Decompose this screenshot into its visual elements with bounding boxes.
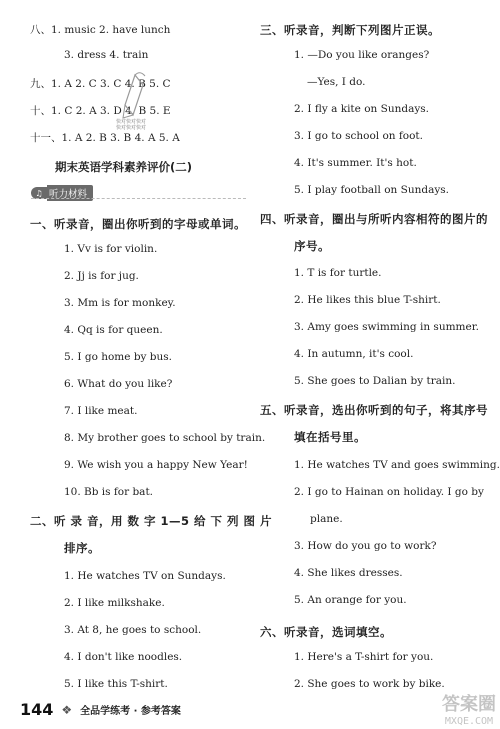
sec5-item: 5. An orange for you. <box>294 594 407 606</box>
overlay-text-2: 快对快对快对 <box>116 125 147 131</box>
page-footer <box>20 700 181 719</box>
sec6-item: 1. Here's a T-shirt for you. <box>294 651 434 663</box>
site-watermark: 答案圈 MXQE.COM <box>442 694 496 727</box>
sec1-item: 9. We wish you a happy New Year! <box>64 459 248 471</box>
sec1-item: 5. I go home by bus. <box>64 351 173 363</box>
badge-divider <box>31 198 246 199</box>
sec4-item: 2. He likes this blue T-shirt. <box>294 294 441 306</box>
pencil-sketch-icon <box>115 70 155 130</box>
section-4-title-line2: 序号。 <box>294 239 330 253</box>
sec6-item: 2. She goes to work by bike. <box>294 678 445 690</box>
sec1-item: 2. Jj is for jug. <box>64 270 139 282</box>
sec1-item: 8. My brother goes to school by train. <box>64 432 266 444</box>
sec1-item: 6. What do you like? <box>64 378 173 390</box>
section-3-title: 三、听录音，判断下列图片正误。 <box>260 23 440 37</box>
section-5-title-line1: 五、听录音，选出你听到的句子，将其序号 <box>260 403 488 417</box>
sec3-item: 2. I fly a kite on Sundays. <box>294 103 429 115</box>
brand-label: 全品学练考 · 参考答案 <box>80 706 181 717</box>
sec4-item: 3. Amy goes swimming in summer. <box>294 321 479 333</box>
answer-10: 十、1. C 2. A 3. D 4. B 5. E <box>30 105 171 117</box>
sec3-item: 3. I go to school on foot. <box>294 130 423 142</box>
sec4-item: 4. In autumn, it's cool. <box>294 348 414 360</box>
sec1-item: 10. Bb is for bat. <box>64 486 153 498</box>
headphones-icon: ♫ <box>31 187 47 199</box>
answer-8-line1: 八、1. music 2. have lunch <box>30 24 171 36</box>
section-4-title-line1: 四、听录音，圈出与所听内容相符的图片的 <box>260 212 488 226</box>
sec1-item: 3. Mm is for monkey. <box>64 297 176 309</box>
sec4-item: 5. She goes to Dalian by train. <box>294 375 456 387</box>
sec4-item: 1. T is for turtle. <box>294 267 382 279</box>
diamond-icon: ❖ <box>61 702 73 717</box>
section-1-title: 一、听录音，圈出你听到的字母或单词。 <box>30 217 246 231</box>
sec3-item: 4. It's summer. It's hot. <box>294 157 417 169</box>
sec1-item: 7. I like meat. <box>64 405 138 417</box>
answer-11: 十一、1. A 2. B 3. B 4. A 5. A <box>30 132 180 144</box>
page-number: 144 <box>20 700 54 719</box>
sec2-item: 5. I like this T-shirt. <box>64 678 168 690</box>
sec2-item: 2. I like milkshake. <box>64 597 165 609</box>
sec2-item: 4. I don't like noodles. <box>64 651 183 663</box>
overlay-text-1: 快对快对快对 <box>116 119 147 125</box>
sec3-item: 5. I play football on Sundays. <box>294 184 450 196</box>
sec2-item: 3. At 8, he goes to school. <box>64 624 202 636</box>
sec5-item: 4. She likes dresses. <box>294 567 403 579</box>
listening-material-badge: ♫ 听力材料 <box>31 185 93 201</box>
sec5-item: plane. <box>310 513 343 525</box>
answer-9: 九、1. A 2. C 3. C 4. B 5. C <box>30 78 171 90</box>
sec1-item: 4. Qq is for queen. <box>64 324 163 336</box>
sec3-item: —Yes, I do. <box>307 76 366 88</box>
sec5-item: 1. He watches TV and goes swimming. <box>294 459 500 471</box>
section-5-title-line2: 填在括号里。 <box>294 430 366 444</box>
section-2-title-line2: 排序。 <box>64 541 100 555</box>
sec5-item: 3. How do you go to work? <box>294 540 437 552</box>
sec5-item: 2. I go to Hainan on holiday. I go by <box>294 486 484 498</box>
answer-8-line2: 3. dress 4. train <box>64 49 149 61</box>
section-2-title-line1: 二、听 录 音，用 数 字 1—5 给 下 列 图 片 <box>30 514 273 528</box>
sec2-item: 1. He watches TV on Sundays. <box>64 570 226 582</box>
page-title: 期末英语学科素养评价(二) <box>55 160 193 174</box>
sec3-item: 1. —Do you like oranges? <box>294 49 430 61</box>
section-6-title: 六、听录音，选词填空。 <box>260 625 392 639</box>
sec1-item: 1. Vv is for violin. <box>64 243 158 255</box>
